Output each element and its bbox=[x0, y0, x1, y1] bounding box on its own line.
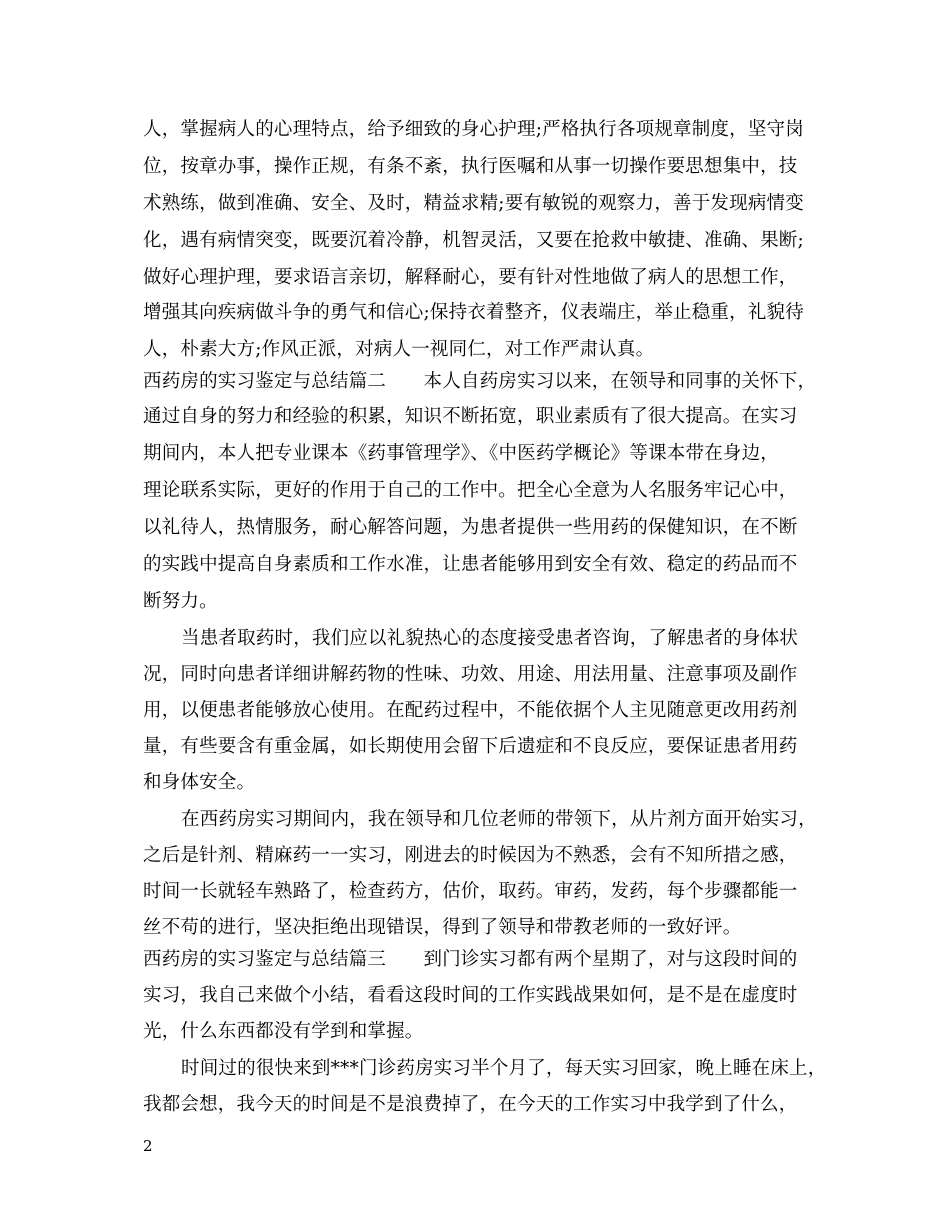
paragraph-first-line: 当患者取药时，我们应以礼貌热心的态度接受患者咨询，了解患者的身体状 bbox=[181, 628, 799, 649]
text-line: 增强其向疾病做斗争的勇气和信心;保持衣着整齐，仪表端庄，举止稳重，礼貌待 bbox=[143, 302, 804, 323]
text-line: 之后是针剂、精麻药一一实习，刚进去的时候因为不熟悉，会有不知所措之感， bbox=[143, 845, 798, 866]
text-line: 化，遇有病情突变，既要沉着冷静，机智灵活，又要在抢救中敏捷、准确、果断; bbox=[143, 230, 804, 251]
section-heading-line: 西药房的实习鉴定与总结篇二 本人自药房实习以来，在领导和同事的关怀下， bbox=[143, 371, 817, 392]
text-line: 光，什么东西都没有学到和掌握。 bbox=[143, 1021, 424, 1042]
paragraph-first-line: 时间过的很快来到***门诊药房实习半个月了，每天实习回家，晚上睡在床上， bbox=[181, 1058, 827, 1079]
text-line: 术熟练，做到准确、安全、及时，精益求精;要有敏锐的观察力，善于发现病情变 bbox=[143, 193, 804, 214]
text-line: 做好心理护理，要求语言亲切，解释耐心，要有针对性地做了病人的思想工作， bbox=[143, 267, 798, 288]
text-line: 量，有些要含有重金属，如长期使用会留下后遗症和不良反应，要保证患者用药 bbox=[143, 736, 798, 757]
text-line: 人，掌握病人的心理特点，给予细致的身心护理;严格执行各项规章制度，坚守岗 bbox=[143, 119, 804, 140]
text-line: 用，以便患者能够放心使用。在配药过程中，不能依据个人主见随意更改用药剂 bbox=[143, 700, 798, 721]
text-line: 理论联系实际，更好的作用于自己的工作中。把全心全意为人名服务牢记心中， bbox=[143, 480, 798, 501]
text-line: 通过自身的努力和经验的积累，知识不断拓宽，职业素质有了很大提高。在实习 bbox=[143, 406, 798, 427]
text-line: 以礼待人，热情服务，耐心解答问题，为患者提供一些用药的保健知识，在不断 bbox=[143, 517, 798, 538]
text-line: 断努力。 bbox=[143, 591, 218, 612]
page-number: 2 bbox=[143, 1137, 153, 1155]
text-line: 人，朴素大方;作风正派，对病人一视同仁，对工作严肃认真。 bbox=[143, 339, 655, 360]
text-line: 实习，我自己来做个小结，看看这段时间的工作实践战果如何，是不是在虚度时 bbox=[143, 985, 798, 1006]
paragraph-first-line: 在西药房实习期间内，我在领导和几位老师的带领下，从片剂方面开始实习， bbox=[181, 809, 817, 830]
text-line: 时间一长就轻车熟路了，检查药方，估价，取药。审药，发药，每个步骤都能一 bbox=[143, 881, 798, 902]
text-line: 和身体安全。 bbox=[143, 772, 256, 793]
text-line: 位，按章办事，操作正规，有条不紊，执行医嘱和从事一切操作要思想集中，技 bbox=[143, 156, 798, 177]
text-line: 丝不苟的进行，坚决拒绝出现错误，得到了领导和带教老师的一致好评。 bbox=[143, 917, 742, 938]
text-line: 况，同时向患者详细讲解药物的性味、功效、用途、用法用量、注意事项及副作 bbox=[143, 664, 798, 685]
text-line: 我都会想，我今天的时间是不是浪费掉了，在今天的工作实习中我学到了什么， bbox=[143, 1094, 798, 1115]
text-line: 的实践中提高自身素质和工作水准，让患者能够用到安全有效、稳定的药品而不 bbox=[143, 554, 798, 575]
section-heading-line: 西药房的实习鉴定与总结篇三 到门诊实习都有两个星期了，对与这段时间的 bbox=[143, 949, 798, 970]
text-line: 期间内，本人把专业课本《药事管理学》、《中医药学概论》等课本带在身边， bbox=[143, 443, 780, 464]
